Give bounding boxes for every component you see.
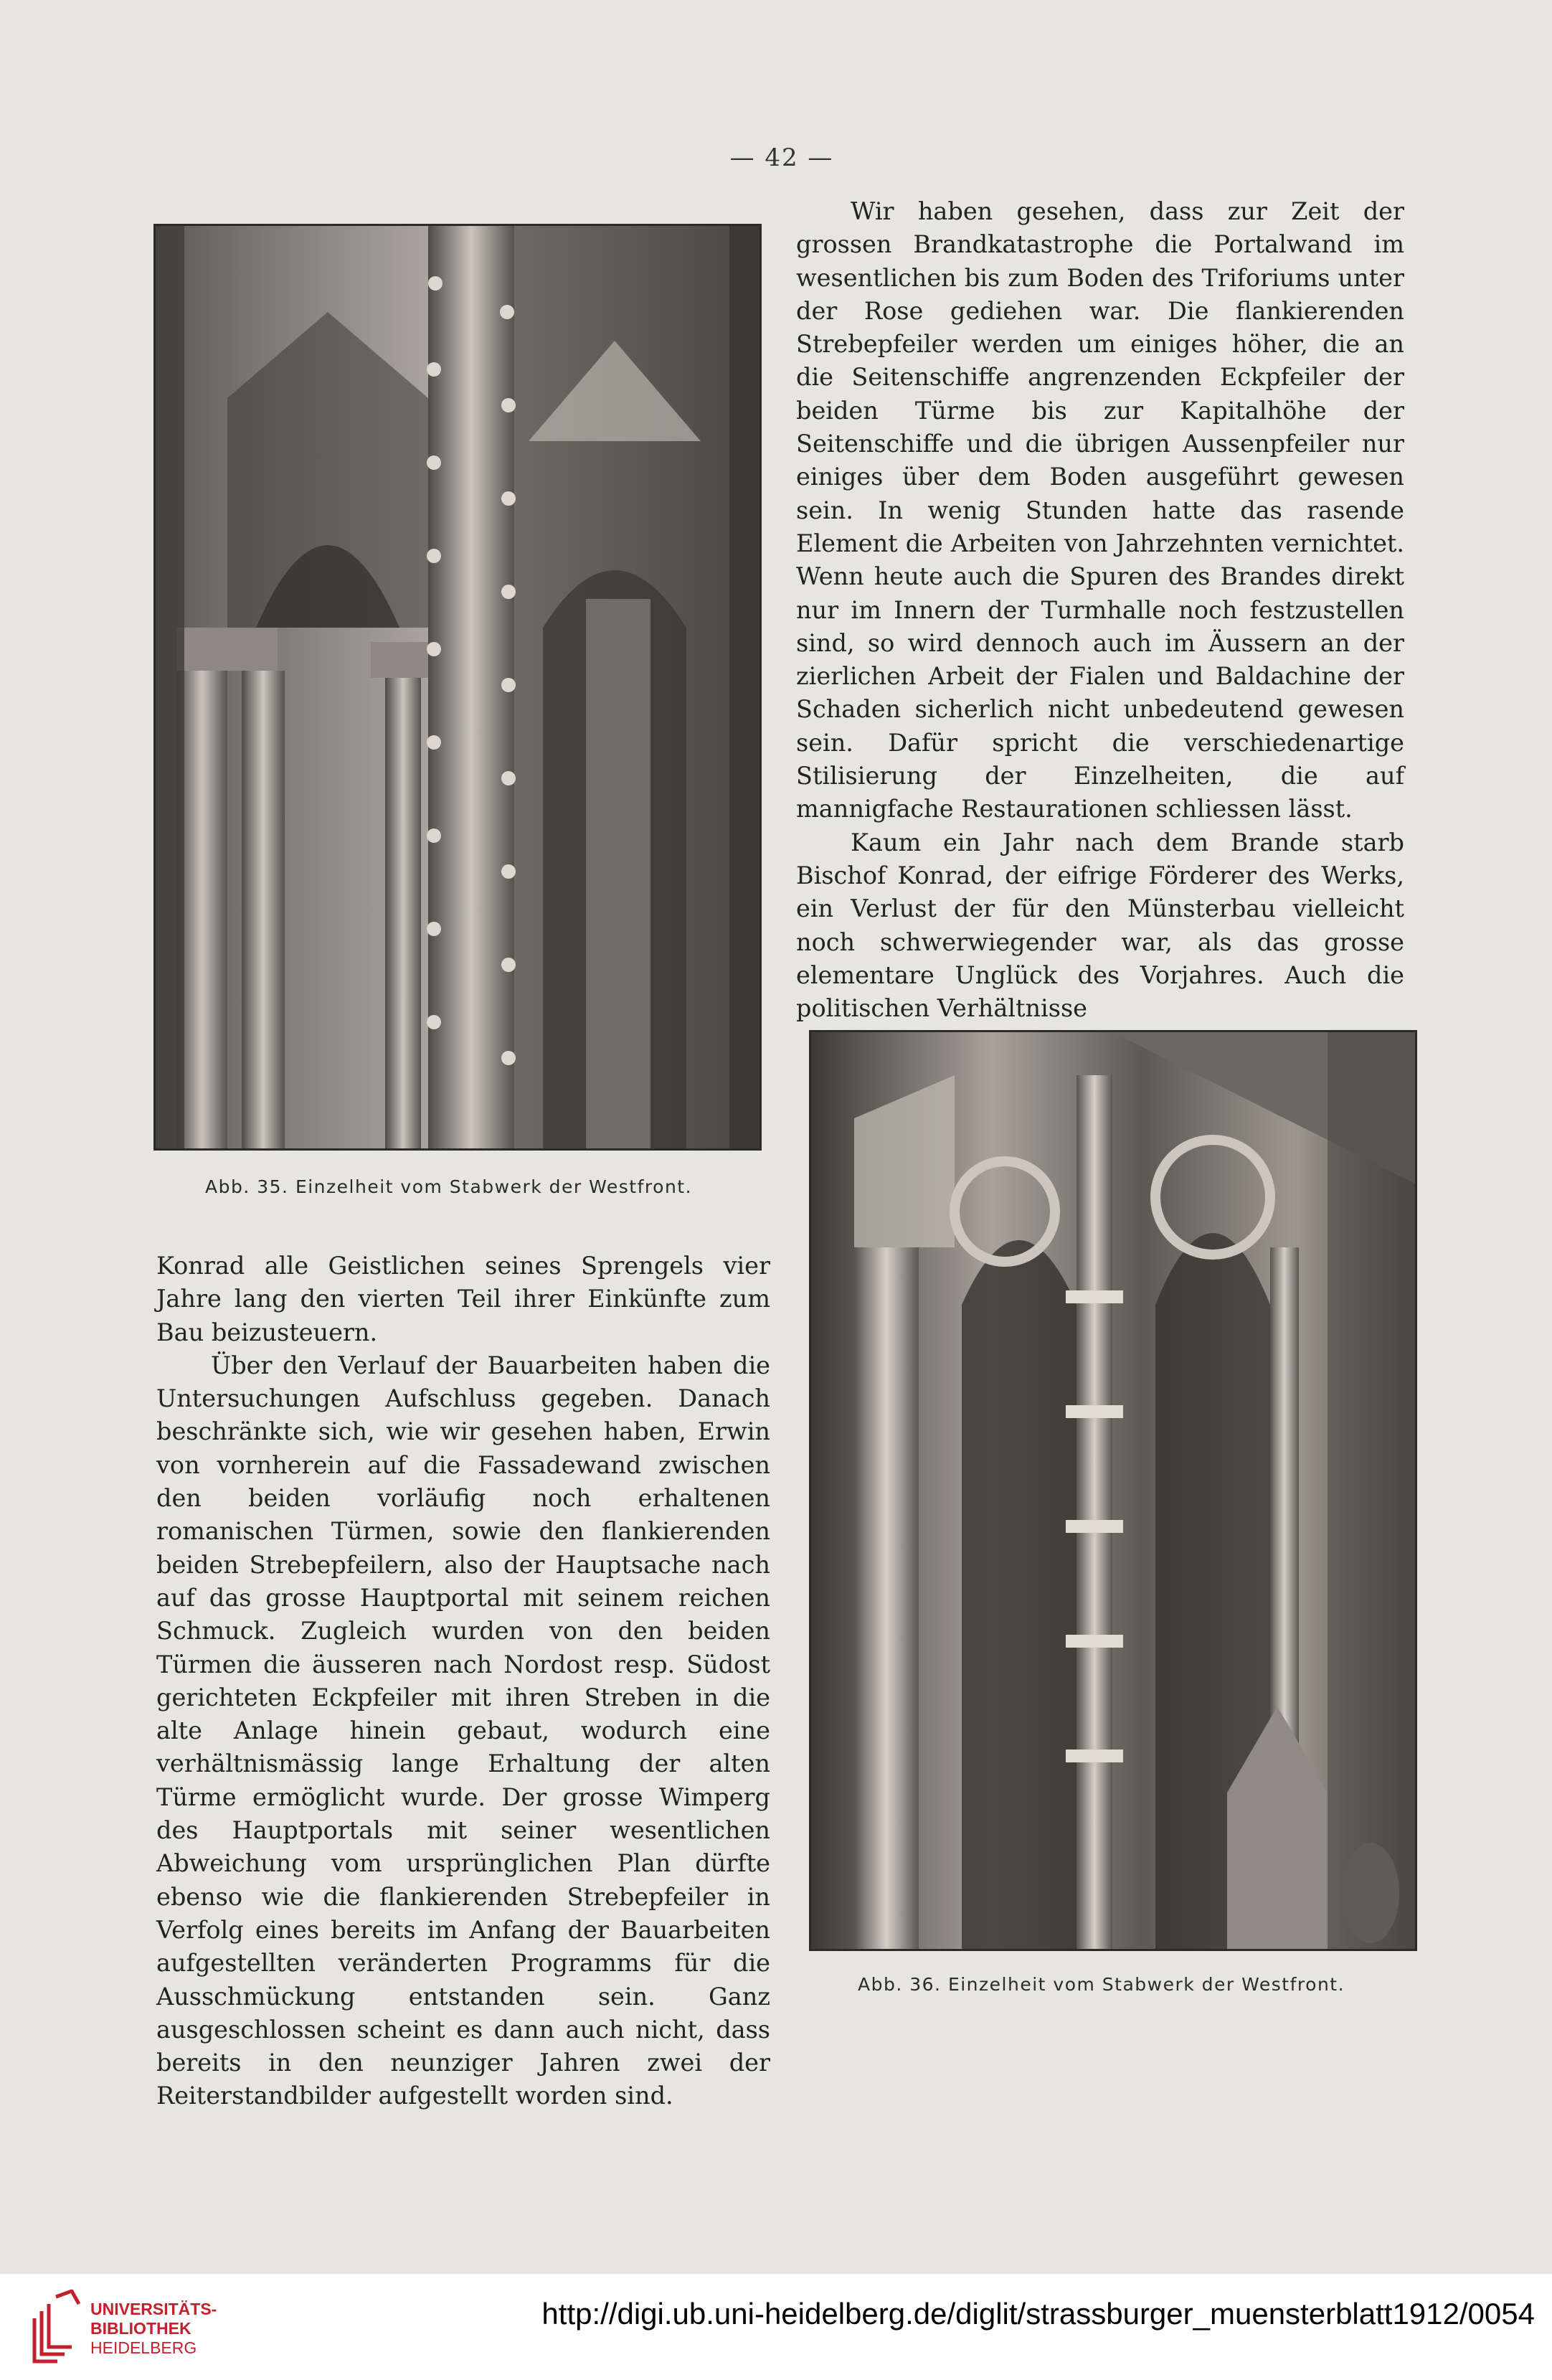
left-text-column [156, 1250, 770, 2113]
source-url[interactable]: http://digi.ub.uni-heidelberg.de/diglit/strassburger_muensterblatt1912/0054 [541, 2297, 1535, 2331]
paragraph: Über den Verlauf der Bauarbeiten haben die Untersuchungen Aufschluss gegeben. Danach beschränkte sich, wie wir gesehen haben, Erwin von vornherein auf die Fassadewand zwischen den beiden vorläufig noch erhaltenen romanischen Türmen, sowie den flankierenden beiden Strebepfeilern, also der Hauptsache nach auf das grosse Hauptportal mit seinem reichen Schmuck. Zugleich wurden von den beiden Türmen die äusseren nach Nordost resp. Südost gerichteten Eckpfeiler mit ihren Streben in die alte Anlage hinein gebaut, wodurch eine verhältnismässig lange Erhaltung der alten Türme ermöglicht wurde. Der grosse Wimperg des Hauptportals mit seiner wesentlichen Abweichung vom ursprünglichen Plan dürfte ebenso wie die flankierenden Strebepfeiler in Verfolg eines bereits im Anfang der Bauarbeiten aufgestellten veränderten Programms für die Ausschmückung entstanden sein. Ganz ausgeschlossen scheint es dann auch nicht, dass bereits in den neunziger Jahren zwei der Reiterstandbilder aufgestellt worden sind. [156, 1351, 770, 2110]
page-number: — 42 — [729, 143, 834, 172]
paragraph: Wir haben gesehen, dass zur Zeit der grossen Brandkatastrophe die Portalwand im wesentlichen bis zum Boden des Triforiums unter der Rose gediehen war. Die flankierenden Strebepfeiler werden um einiges höher, die an die Seitenschiffe angrenzenden Eckpfeiler der beiden Türme bis zur Kapitalhöhe der Seitenschiffe und die übrigen Aussenpfeiler nur einiges über dem Boden ausgeführt gewesen sein. In wenig Stunden hatte das rasende Element die Arbeiten von Jahrzehnten vernichtet. Wenn heute auch die Spuren des Brandes direkt nur im Innern der Turmhalle noch festzustellen sind, so wird dennoch auch im Äussern an der zierlichen Arbeit der Fialen und Baldachine der Schaden sicherlich nicht unbedeutend gewesen sein. Dafür spricht die verschiedenartige Stilisierung der Einzelheiten, die auf mannigfache Restaurationen schliessen lässt. [796, 197, 1404, 823]
logo-line: BIBLIOTHEK [90, 2319, 191, 2338]
library-logo-icon [29, 2290, 85, 2364]
figure-35-photo [153, 224, 762, 1151]
figure-36-caption: Abb. 36. Einzelheit vom Stabwerk der Westfront. [858, 1974, 1345, 1995]
library-logo-text [90, 2300, 217, 2358]
paragraph: Konrad alle Geistlichen seines Sprengels vier Jahre lang den vierten Teil ihrer Einkünfte zum Bau beizusteuern. [156, 1252, 770, 1346]
logo-line: HEIDELBERG [90, 2338, 197, 2357]
figure-35-caption: Abb. 35. Einzelheit vom Stabwerk der Westfront. [205, 1176, 693, 1197]
logo-line: UNIVERSITÄTS- [90, 2300, 217, 2318]
paragraph: Kaum ein Jahr nach dem Brande starb Bischof Konrad, der eifrige Förderer des Werks, ein Verlust der für den Münsterbau vielleicht noch schwerwiegender war, als das grosse elementare Unglück des Vorjahres. Auch die politischen Verhältnisse [796, 828, 1404, 1023]
gothic-tracery-photo-35 [156, 226, 760, 1148]
right-text-column [796, 195, 1404, 1025]
library-footer [0, 2274, 1552, 2380]
figure-36-photo [809, 1030, 1417, 1951]
gothic-tracery-photo-36 [811, 1032, 1415, 1949]
